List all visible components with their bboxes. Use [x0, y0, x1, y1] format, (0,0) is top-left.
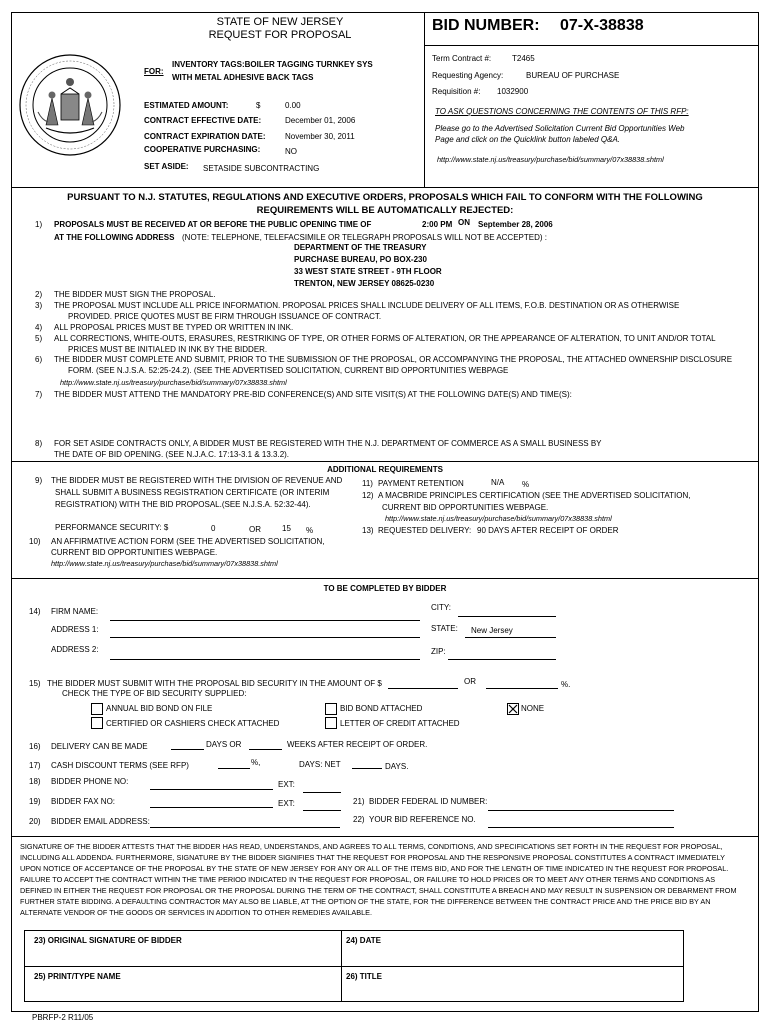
requesting-agency-label: Requesting Agency: — [432, 71, 504, 80]
req-1-num: 1) — [35, 220, 43, 229]
req-8-text-b: THE DATE OF BID OPENING. (SEE N.J.A.C. 17:13-3.1 & 13.3.2). — [54, 450, 290, 459]
firm-name-label: FIRM NAME: — [51, 607, 99, 616]
req-5-text-a: ALL CORRECTIONS, WHITE-OUTS, ERASURES, RESTRIKING OF TYPE, OR OTHER FORMS OF ALTERATION, OR THE APPEARANCE OF ALTERATION, TO UNIT AND/OR TOTAL — [54, 334, 716, 343]
requisition-label: Requisition #: — [432, 87, 481, 96]
requirements-heading-1: PURSUANT TO N.J. STATUTES, REGULATIONS AND EXECUTIVE ORDERS, PROPOSALS WHICH FAIL TO CONFORM WITH THE FOLLOWING — [67, 192, 703, 203]
term-contract: T2465 — [512, 54, 535, 63]
req-9-text-c: REGISTRATION) WITH THE BID PROPOSAL.(SEE N.J.S.A. 52:32-44). — [55, 500, 311, 509]
effective-date-label: CONTRACT EFFECTIVE DATE: — [144, 116, 262, 125]
item-15-num: 15) — [29, 679, 41, 688]
bidder-top-line — [11, 578, 759, 579]
attestation-line-4: FAILURE TO ACCEPT THE CONTRACT WITHIN THE TIME PERIOD INDICATED IN THE REQUEST FOR PROPOSAL, OR FAILURE TO HOLD PRICES OR TO MEET ANY OTHER TERMS AND CONDITIONS AS — [20, 875, 716, 884]
cooperative-label: COOPERATIVE PURCHASING: — [144, 145, 261, 154]
signature-box-middle — [24, 966, 684, 967]
req-4-num: 4) — [35, 323, 43, 332]
certified-check-checkbox[interactable] — [91, 717, 103, 729]
req-7-num: 7) — [35, 390, 43, 399]
attestation-line-7: ALTERNATE VENDOR OF THE GOODS OR SERVICES IN ADDITION TO OTHER REMEDIES AVAILABLE. — [20, 908, 373, 917]
discount-pct-sign: %, — [251, 758, 261, 767]
req-3-text-b: PROVIDED. PRICE QUOTES MUST BE FIRM THROUGH ISSUANCE OF CONTRACT. — [68, 312, 382, 321]
city-field[interactable] — [458, 616, 556, 617]
effective-date: December 01, 2006 — [285, 116, 356, 125]
requirements-heading-2: REQUIREMENTS WILL BE AUTOMATICALLY REJECTED: — [256, 205, 514, 216]
discount-pct-field[interactable] — [218, 768, 250, 769]
performance-security-pct: 15 — [282, 524, 291, 533]
bid-security-pct-field[interactable] — [486, 688, 558, 689]
days-label: DAYS. — [385, 762, 409, 771]
requested-delivery-value: 90 DAYS AFTER RECEIPT OF ORDER — [477, 526, 619, 535]
req-6-num: 6) — [35, 355, 43, 364]
req-5-num: 5) — [35, 334, 43, 343]
additional-top-line — [11, 461, 759, 462]
bid-number-label: BID NUMBER: — [432, 17, 540, 34]
fax-field[interactable] — [150, 807, 273, 808]
req-12-url[interactable]: http://www.state.nj.us/treasury/purchase/bid/summary/07x38838.shtml — [385, 514, 612, 523]
header-divider — [424, 12, 425, 187]
state-value[interactable]: New Jersey — [471, 626, 513, 635]
bid-reference-label: YOUR BID REFERENCE NO. — [369, 815, 476, 824]
item-20-num: 20) — [29, 817, 41, 826]
set-aside-label: SET ASIDE: — [144, 162, 189, 171]
bid-security-check-label: CHECK THE TYPE OF BID SECURITY SUPPLIED: — [62, 689, 247, 698]
term-contract-label: Term Contract #: — [432, 54, 492, 63]
address-line-1: DEPARTMENT OF THE TREASURY — [294, 243, 427, 252]
phone-ext-field[interactable] — [303, 792, 341, 793]
req-2-text: THE BIDDER MUST SIGN THE PROPOSAL. — [54, 290, 216, 299]
req-12-text-b: CURRENT BID OPPORTUNITIES WEBPAGE. — [382, 503, 549, 512]
certified-check-label: CERTIFIED OR CASHIERS CHECK ATTACHED — [106, 719, 280, 728]
fax-ext-field[interactable] — [303, 810, 341, 811]
req-6-url[interactable]: http://www.state.nj.us/treasury/purchase/bid/summary/07x38838.shtml — [60, 378, 287, 387]
req-4-text: ALL PROPOSAL PRICES MUST BE TYPED OR WRITTEN IN INK. — [54, 323, 294, 332]
delivery-weeks-after: WEEKS AFTER RECEIPT OF ORDER. — [287, 740, 428, 749]
req-9-text-a: THE BIDDER MUST BE REGISTERED WITH THE DIVISION OF REVENUE AND — [51, 476, 343, 485]
item-19-num: 19) — [29, 797, 41, 806]
performance-security-label: PERFORMANCE SECURITY: $ — [55, 523, 169, 532]
rfp-title: REQUEST FOR PROPOSAL — [208, 29, 352, 41]
address-line-4: TRENTON, NEW JERSEY 08625-0230 — [294, 279, 435, 288]
additional-heading: ADDITIONAL REQUIREMENTS — [327, 465, 443, 474]
requesting-agency: BUREAU OF PURCHASE — [526, 71, 620, 80]
req-10-text-b: CURRENT BID OPPORTUNITIES WEBPAGE. — [51, 548, 218, 557]
title-field-label: 26) TITLE — [346, 972, 383, 981]
questions-heading: TO ASK QUESTIONS CONCERNING THE CONTENTS OF THIS RFP: — [435, 107, 689, 116]
req-9-num: 9) — [35, 476, 43, 485]
federal-id-label: BIDDER FEDERAL ID NUMBER: — [369, 797, 488, 806]
phone-ext-label: EXT: — [278, 780, 295, 789]
print-name-field-label: 25) PRINT/TYPE NAME — [34, 972, 121, 981]
email-field[interactable] — [150, 827, 340, 828]
item-16-num: 16) — [29, 742, 41, 751]
item-21-num: 21) — [353, 797, 365, 806]
annual-bid-bond-label: ANNUAL BID BOND ON FILE — [106, 704, 213, 713]
questions-text-2: Page and click on the Quicklink button labeled Q&A. — [435, 135, 620, 144]
signature-top-line — [11, 836, 759, 837]
req-11-num: 11) — [362, 479, 373, 488]
bid-security-or: OR — [464, 677, 476, 686]
bid-reference-field[interactable] — [488, 827, 674, 828]
bid-security-pct-sign: %. — [561, 680, 571, 689]
delivery-days-field[interactable] — [171, 749, 204, 750]
phone-field[interactable] — [150, 789, 273, 790]
signature-field-label: 23) ORIGINAL SIGNATURE OF BIDDER — [34, 936, 182, 945]
req-6-text-b: FORM. (SEE N.J.S.A. 52:25-24.2). (SEE THE ADVERTISED SOLICITATION, CURRENT BID OPPORTUNITIES WEBPAGE — [68, 366, 509, 375]
opening-date: September 28, 2006 — [478, 220, 553, 229]
bid-bond-label: BID BOND ATTACHED — [340, 704, 423, 713]
title-input[interactable] — [346, 984, 676, 1000]
none-label: NONE — [521, 704, 545, 713]
cooperative-value: NO — [285, 147, 297, 156]
for-text-2: WITH METAL ADHESIVE BACK TAGS — [172, 73, 314, 82]
great-seal-icon — [16, 50, 124, 160]
fax-ext-label: EXT: — [278, 799, 295, 808]
estimated-amount-label: ESTIMATED AMOUNT: — [144, 101, 229, 110]
email-label: BIDDER EMAIL ADDRESS: — [51, 817, 150, 826]
opening-time: 2:00 PM — [422, 220, 453, 229]
item-18-num: 18) — [29, 777, 41, 786]
x-mark-icon — [508, 704, 518, 714]
req-9-text-b: SHALL SUBMIT A BUSINESS REGISTRATION CERTIFICATE (OR INTERIM — [55, 488, 330, 497]
none-checkbox[interactable] — [507, 703, 519, 715]
req-1-text: PROPOSALS MUST BE RECEIVED AT OR BEFORE THE PUBLIC OPENING TIME OF — [54, 220, 372, 229]
req-8-text-a: FOR SET ASIDE CONTRACTS ONLY, A BIDDER MUST BE REGISTERED WITH THE N.J. DEPARTMENT OF COMMERCE AS A SMALL BUSINESS BY — [54, 439, 602, 448]
attestation-line-1: SIGNATURE OF THE BIDDER ATTESTS THAT THE BIDDER HAS READ, UNDERSTANDS, AND AGREES TO ALL TERMS, CONDITIONS, AND SPECIFICATIONS SET FORTH IN THE REQUEST FOR PROPOSAL, — [20, 842, 723, 851]
letter-of-credit-checkbox[interactable] — [325, 717, 337, 729]
delivery-weeks-field[interactable] — [249, 749, 282, 750]
days-net-field[interactable] — [352, 768, 382, 769]
expiration-date: November 30, 2011 — [285, 132, 355, 141]
bid-bond-checkbox[interactable] — [325, 703, 337, 715]
req-6-text-a: THE BIDDER MUST COMPLETE AND SUBMIT, PRIOR TO THE SUBMISSION OF THE PROPOSAL, OR ACCOMPANYING THE PROPOSAL, THE ATTACHED OWNERSHIP DISCLOSURE — [54, 355, 733, 364]
address2-field[interactable] — [110, 659, 420, 660]
address-note: (NOTE: TELEPHONE, TELEFACSIMILE OR TELEGRAPH PROPOSALS WILL NOT BE ACCEPTED) : — [182, 233, 547, 242]
for-label: FOR: — [144, 67, 164, 76]
item-22-num: 22) — [353, 815, 365, 824]
estimated-amount: 0.00 — [285, 101, 301, 110]
item-17-num: 17) — [29, 761, 41, 770]
for-text-1: INVENTORY TAGS:BOILER TAGGING TURNKEY SYS — [172, 60, 373, 69]
requisition: 1032900 — [497, 87, 529, 96]
performance-security-pct-sign: % — [306, 526, 314, 535]
performance-security-or: OR — [249, 525, 261, 534]
annual-bid-bond-checkbox[interactable] — [91, 703, 103, 715]
req-3-text-a: THE PROPOSAL MUST INCLUDE ALL PRICE INFORMATION. PROPOSAL PRICES SHALL INCLUDE DELIVERY OF ALL ITEMS, F.O.B. DESTINATION OR AS OTHERWISE — [54, 301, 680, 310]
req-3-num: 3) — [35, 301, 43, 310]
req-5-text-b: PRICES MUST BE INITIALED IN INK BY THE BIDDER. — [68, 345, 268, 354]
req-8-num: 8) — [35, 439, 43, 448]
attestation-line-2: INCLUDING ALL ADDENDA. FURTHERMORE, SIGNATURE BY THE BIDDER SIGNIFIES THAT THE REQUEST FOR PROPOSAL AND THE RESPONSIVE PROPOSAL CONSTITUTES A CONTRACT IMMEDIATELY — [20, 853, 725, 862]
address-line-2: PURCHASE BUREAU, PO BOX-230 — [294, 255, 427, 264]
date-field-label: 24) DATE — [346, 936, 381, 945]
set-aside-value: SETASIDE SUBCONTRACTING — [203, 164, 320, 173]
req-2-num: 2) — [35, 290, 43, 299]
req-12-num: 12) — [362, 491, 374, 500]
estimated-amount-currency: $ — [256, 101, 261, 110]
req-10-num: 10) — [29, 537, 41, 546]
address-line-3: 33 WEST STATE STREET - 9TH FLOOR — [294, 267, 442, 276]
zip-label: ZIP: — [431, 647, 446, 656]
req-13-text: REQUESTED DELIVERY: — [378, 526, 472, 535]
state-title: STATE OF NEW JERSEY — [216, 16, 344, 28]
state-label: STATE: — [431, 624, 458, 633]
req-10-url[interactable]: http://www.state.nj.us/treasury/purchase/bid/summary/07x38838.shtml — [51, 559, 278, 568]
firm-name-field[interactable] — [110, 620, 420, 621]
discount-label: CASH DISCOUNT TERMS (SEE RFP) — [51, 761, 189, 770]
attestation-line-6: FURTHER STATE BIDDING. A DEFAULTING CONTRACTOR MAY ALSO BE LIABLE, AT THE OPTION OF THE STATE, FOR THE DIFFERENCE BETWEEN THE CONTRACT PRICE AND THE PRICE BID BY AN — [20, 897, 711, 906]
fax-label: BIDDER FAX NO: — [51, 797, 116, 806]
days-net-label: DAYS: NET — [299, 760, 341, 769]
req-7-text: THE BIDDER MUST ATTEND THE MANDATORY PRE-BID CONFERENCE(S) AND SITE VISIT(S) AT THE FOLLOWING DATE(S) AND TIME(S): — [54, 390, 572, 399]
federal-id-field[interactable] — [488, 810, 674, 811]
print-name-input[interactable] — [30, 984, 335, 1000]
req-10-text-a: AN AFFIRMATIVE ACTION FORM (SEE THE ADVERTISED SOLICITATION, — [51, 537, 325, 546]
delivery-days-or: DAYS OR — [206, 740, 242, 749]
questions-url[interactable]: http://www.state.nj.us/treasury/purchase/bid/summary/07x38838.shtml — [437, 155, 664, 164]
header-bottom-line — [11, 187, 759, 188]
attestation-line-3: UPON NOTICE OF ACCEPTANCE OF THE PROPOSAL BY THE STATE OF NEW JERSEY FOR ANY OR ALL OF THE ITEMS BID, AND FOR THE LENGTH OF TIME INDICATED IN THE REQUEST FOR PROPOSAL. — [20, 864, 729, 873]
signature-input[interactable] — [30, 948, 335, 964]
questions-text-1: Please go to the Advertised Solicitation Current Bid Opportunities Web — [435, 124, 685, 133]
state-field[interactable] — [465, 637, 556, 638]
opening-on: ON — [458, 218, 470, 227]
expiration-date-label: CONTRACT EXPIRATION DATE: — [144, 132, 266, 141]
address1-label: ADDRESS 1: — [51, 625, 99, 634]
city-label: CITY: — [431, 603, 452, 612]
delivery-label: DELIVERY CAN BE MADE — [51, 742, 148, 751]
bid-security-text: THE BIDDER MUST SUBMIT WITH THE PROPOSAL BID SECURITY IN THE AMOUNT OF $ — [47, 679, 382, 688]
zip-field[interactable] — [448, 659, 556, 660]
address2-label: ADDRESS 2: — [51, 645, 99, 654]
address-label: AT THE FOLLOWING ADDRESS — [54, 233, 175, 242]
address1-field[interactable] — [110, 637, 420, 638]
letter-of-credit-label: LETTER OF CREDIT ATTACHED — [340, 719, 460, 728]
req-12-text-a: A MACBRIDE PRINCIPLES CERTIFICATION (SEE THE ADVERTISED SOLICITATION, — [378, 491, 691, 500]
req-11-text: PAYMENT RETENTION — [378, 479, 464, 488]
performance-security-amount: 0 — [211, 524, 216, 533]
payment-retention-pct: % — [522, 480, 530, 489]
bid-number: 07-X-38838 — [560, 17, 644, 34]
bid-number-underline — [424, 45, 759, 46]
phone-label: BIDDER PHONE NO: — [51, 777, 129, 786]
req-13-num: 13) — [362, 526, 374, 535]
form-footer-code: PBRFP-2 R11/05 — [32, 1013, 94, 1022]
bidder-heading: TO BE COMPLETED BY BIDDER — [323, 584, 447, 593]
date-input[interactable] — [346, 948, 676, 964]
item-14-num: 14) — [29, 607, 41, 616]
bid-security-amount-field[interactable] — [388, 688, 458, 689]
payment-retention-value: N/A — [491, 478, 505, 487]
attestation-line-5: DEFINED IN EITHER THE REQUEST FOR PROPOSAL OR THE PROPOSAL DURING THE TERM OF THE CONTRACT, SHALL CONSTITUTE A BREACH AND MAY RESULT IN SUSPENSION OR DEBARMENT FROM — [20, 886, 737, 895]
